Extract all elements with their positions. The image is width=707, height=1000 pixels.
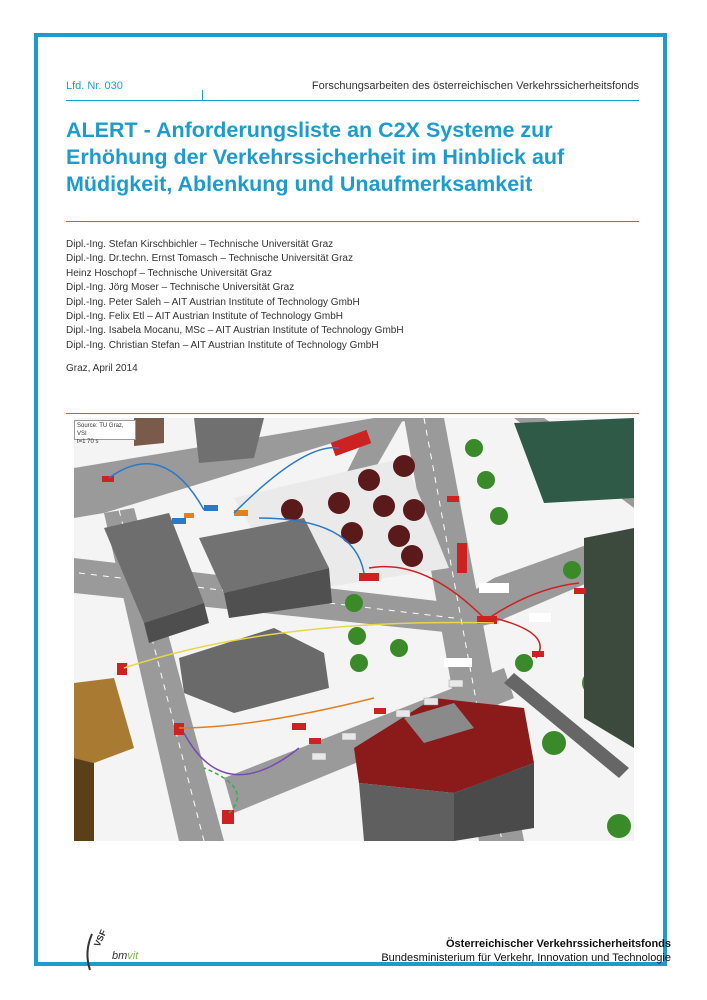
author-item: Dipl.-Ing. Peter Saleh – AIT Austrian Institute of Technology GmbH: [66, 296, 360, 308]
title-divider: [66, 221, 639, 222]
author-item: Dipl.-Ing. Stefan Kirschbichler – Technische Universität Graz: [66, 239, 334, 250]
author-list: [66, 238, 404, 353]
logo-bmvit-text: [112, 950, 138, 962]
author-item: Dipl.-Ing. Isabela Mocanu, MSc – AIT Austrian Institute of Technology GmbH: [66, 325, 404, 337]
header-divider: [66, 100, 639, 101]
author-item: Heinz Hoschopf – Technische Universität Graz: [66, 267, 273, 279]
figure-divider: [66, 413, 639, 414]
author-item: Dipl.-Ing. Christian Stefan – AIT Austrian Institute of Technology GmbH: [66, 339, 379, 351]
header-tick: [202, 90, 203, 100]
logo-vit: vit: [127, 950, 139, 962]
logo-bm: bm: [112, 950, 128, 962]
author-item: Dipl.-Ing. Felix Etl – AIT Austrian Institute of Technology GmbH: [66, 311, 343, 323]
source-text: Source: TU Graz, VSI: [77, 423, 124, 437]
place-date: Graz, April 2014: [66, 363, 138, 374]
publisher-ministry: Bundesministerium für Verkehr, Innovation und Technologie: [381, 952, 671, 964]
series-title: Forschungsarbeiten des österreichischen Verkehrssicherheitsfonds: [311, 80, 639, 92]
author-item: Dipl.-Ing. Dr.techn. Ernst Tomasch – Technische Universität Graz: [66, 253, 353, 265]
logo-vsf-text: VSF: [92, 928, 109, 949]
document-title: ALERT - Anforderungsliste an C2X Systeme zur Erhöhung der Verkehrssicherheit im Hinblick auf Müdigkeit, Ablenkung und Unaufmerksamkeit: [66, 118, 565, 196]
time-text: t=1 70 s: [77, 439, 99, 445]
author-item: Dipl.-Ing. Jörg Moser – Technische Universität Graz: [66, 282, 295, 294]
traffic-simulation-figure: [74, 418, 634, 841]
publisher-name: Österreichischer Verkehrssicherheitsfonds: [446, 938, 671, 950]
publisher-block: [381, 938, 671, 964]
figure-source-label: [74, 420, 136, 445]
series-number: Lfd. Nr. 030: [66, 80, 123, 92]
